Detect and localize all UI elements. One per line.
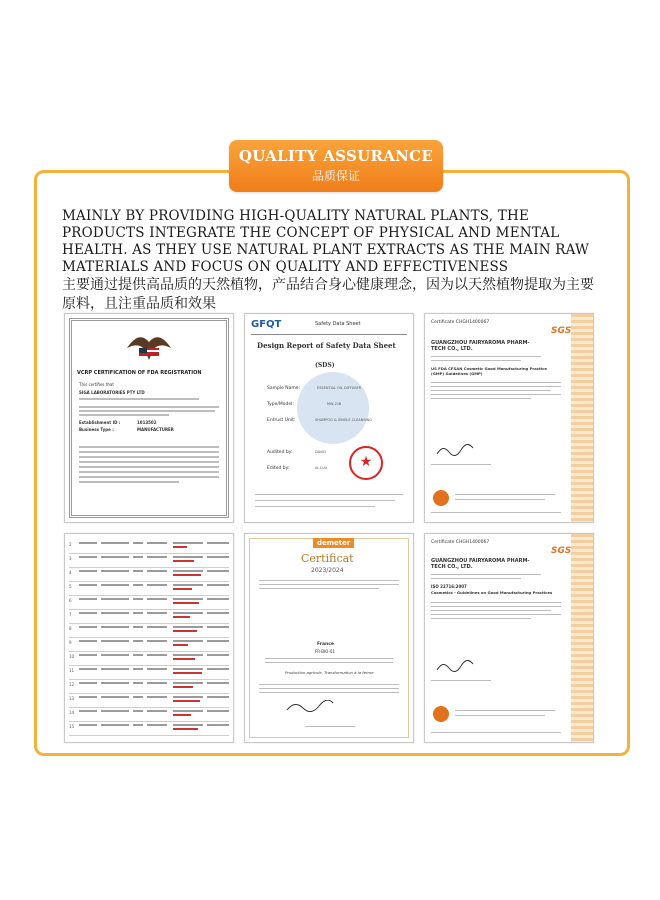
sgs2-standard: Cosmetics - Guidelines on Good Manufacturing Practices [431,590,553,595]
eagle-logo-icon [125,328,173,362]
table-row-number: 9 [69,640,72,645]
table-row [69,554,229,568]
badge-title-zh: 品质保证 [311,169,360,183]
fda-est-value: 1013502 [137,420,157,425]
table-row [69,568,229,582]
description-zh: 主要通过提供高品质的天然植物，产品结合身心健康理念，因为以天然植物提取为主要原料，且注重品质和效果 [62,277,594,312]
table-row [69,610,229,624]
table-row-number: 7 [69,612,72,617]
demeter-title: Certificat [301,552,354,565]
sgs2-logo: SGS [551,546,572,556]
sample-value: ESSENTIAL OIL DIFFUSER [317,386,362,390]
table-row [69,652,229,666]
table-row [69,708,229,722]
sgs-certificate-1-image [424,313,594,523]
table-row-number: 12 [69,682,75,687]
sgs1-accreditation-icon [433,490,449,506]
demeter-country: France [317,642,334,647]
sgs2-company: GUANGZHOU FAIRYAROMA PHARM-TECH CO., LTD. [431,558,530,570]
fda-certificate-image [64,313,234,523]
fda-type-label: Business Type : [79,427,114,432]
sds-report-image [244,313,414,523]
demeter-certificate-image [244,533,414,743]
table-row-number: 15 [69,724,75,729]
signature-icon [435,444,475,458]
sgs1-standard: US FDA CFSAN Cosmetic Good Manufacturing Practice (GMP) Guidelines (GMP) [431,366,548,376]
sgs2-iso: ISO 22716:2007 [431,584,467,589]
table-row [69,540,229,554]
table-row [69,624,229,638]
table-row [69,596,229,610]
table-row-number: 14 [69,710,75,715]
fda-company: SIGA LABORATORIES PTY LTD [79,390,145,395]
sgs2-cert-no: Certificate CHGH1400067 [431,540,490,545]
table-row-number: 6 [69,598,72,603]
table-row-number: 4 [69,570,72,575]
quality-assurance-badge [229,140,443,192]
table-row [69,666,229,680]
signature-icon [285,700,335,714]
table-row [69,582,229,596]
demeter-activity: Production agricole, Transformation à la ferme [285,670,374,675]
table-row-number: 10 [69,654,75,659]
signature-icon [435,660,475,674]
sgs-certificate-2-image [424,533,594,743]
red-stamp-icon: ★ [349,446,383,480]
audit-label: Audited by: [267,450,293,455]
check-label: Edited by: [267,466,290,471]
demeter-logo: demeter [313,538,354,548]
fda-title: VCRP CERTIFICATION OF FDA REGISTRATION [77,370,202,376]
sds-header: Safety Data Sheet [315,321,361,327]
sample-label: Sample Name: [267,386,301,391]
watermark-seal [297,372,369,444]
table-row [69,722,229,736]
ingredient-table-image [64,533,234,743]
demeter-year: 2023/2024 [311,567,344,574]
sgs1-cert-no: Certificate CHGH1400067 [431,320,490,325]
table-row-number: 8 [69,626,72,631]
table-row [69,680,229,694]
table-row-number: 11 [69,668,75,673]
audit-value: DAVID [315,450,326,454]
model-label: Type/Model: [267,402,294,407]
sds-sub: (SDS) [315,362,335,369]
sgs1-logo: SGS [551,326,572,336]
entrust-value: SHAMPOO & SINGLE CLEANSING [315,418,372,422]
fda-est-label: Establishment ID : [79,420,121,425]
model-value: MW-218 [327,402,342,406]
table-row-number: 5 [69,584,72,589]
table-row-number: 13 [69,696,75,701]
entrust-label: Entrust Unit: [267,418,296,423]
table-row-number: 2 [69,542,72,547]
description-en: MAINLY BY PROVIDING HIGH-QUALITY NATURAL PLANTS, THE PRODUCTS INTEGRATE THE CONCEPT OF PHYSICAL AND MENTAL HEALTH. AS THEY USE NATURAL PLANT EXTRACTS AS THE MAIN RAW MATERIALS AND FOCUS ON QUALITY AND EFFECTIVENESS [62,208,590,275]
sgs2-accreditation-icon [433,706,449,722]
demeter-code: FR-BIO-01 [315,649,335,654]
badge-title-en: QUALITY ASSURANCE [238,147,434,165]
fda-certify: This certifies that [79,382,114,387]
table-row-number: 3 [69,556,72,561]
sds-title: Design Report of Safety Data Sheet [257,341,396,350]
gfqt-logo: GFQT [251,319,282,330]
table-row [69,694,229,708]
fda-type-value: MANUFACTURER [137,427,174,432]
sgs1-company: GUANGZHOU FAIRYAROMA PHARM-TECH CO., LTD. [431,340,530,352]
table-row [69,638,229,652]
check-value: AI-CUA [315,466,328,470]
